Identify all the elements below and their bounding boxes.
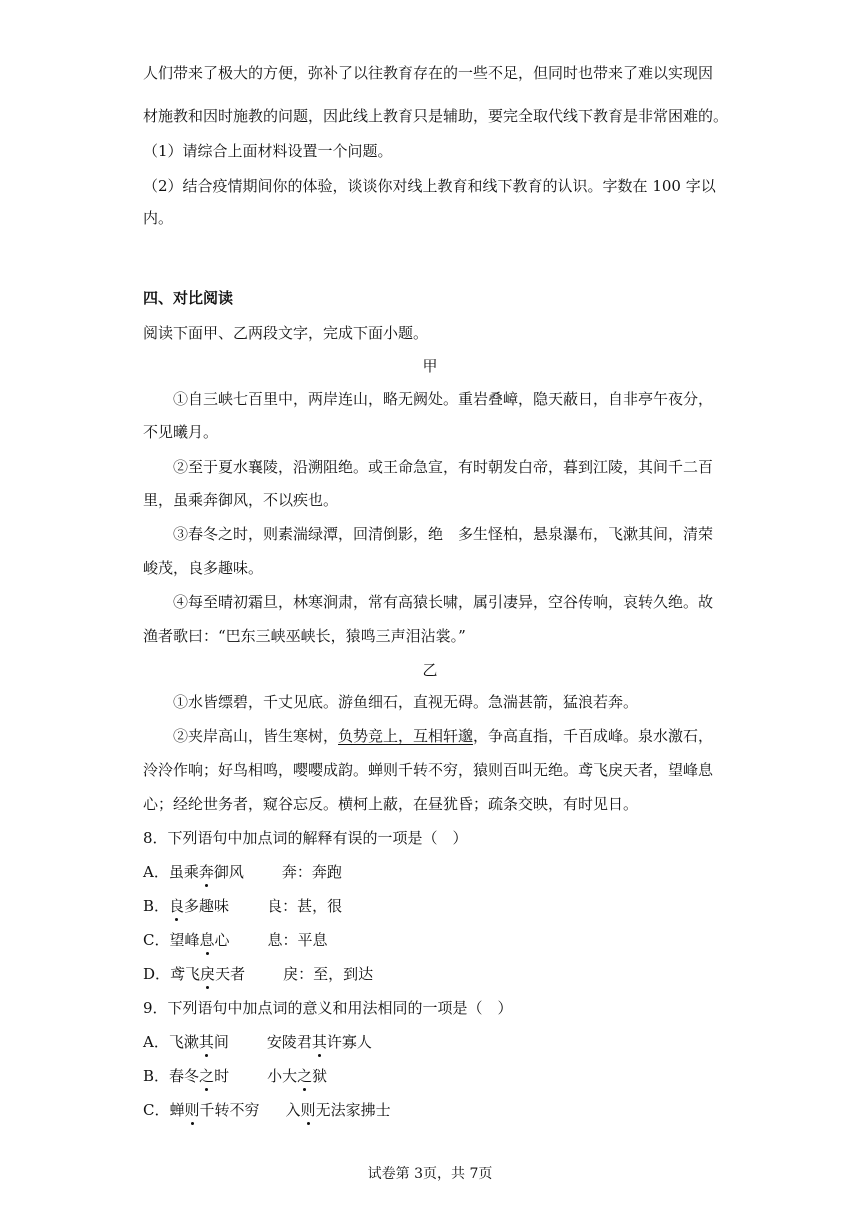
jia-p3-line-2: 峻茂，良多趣味。 bbox=[143, 559, 264, 577]
dotted-word: 之 bbox=[297, 1067, 313, 1085]
option-text: 小大 bbox=[267, 1067, 298, 1085]
passage-yi-title: 乙 bbox=[422, 661, 438, 679]
question-9-stem: 9．下列语句中加点词的意义和用法相同的一项是（ ） bbox=[143, 999, 513, 1017]
dotted-word: 其 bbox=[311, 1033, 327, 1051]
intro-line-2: 材施教和因时施教的问题，因此线上教育只是辅助，要完全取代线下教育是非常困难的。 bbox=[143, 107, 729, 125]
question-8-stem: 8．下列语句中加点词的解释有误的一项是（ ） bbox=[143, 829, 468, 847]
dotted-word: 奔 bbox=[198, 863, 214, 881]
option-text: 间 bbox=[213, 1033, 229, 1051]
option-text: 入 bbox=[285, 1101, 301, 1119]
dotted-word: 其 bbox=[198, 1033, 214, 1051]
dotted-word: 息 bbox=[199, 931, 215, 949]
option-text: 许寡人 bbox=[326, 1033, 372, 1051]
q8-option-d bbox=[143, 964, 373, 984]
yi-p2-line-3: 心；经纶世务者，窥谷忘反。横柯上蔽，在昼犹昏；疏条交映，有时见日。 bbox=[143, 795, 639, 813]
option-gloss: 良：甚，很 bbox=[267, 897, 343, 915]
option-letter: A． bbox=[143, 863, 169, 881]
jia-p3-line-1: ③春冬之时，则素湍绿潭，回清倒影，绝 多生怪柏，悬泉瀑布，飞漱其间，清荣 bbox=[173, 525, 714, 543]
yi-p2-line-1 bbox=[173, 726, 713, 746]
q9-option-c bbox=[143, 1100, 391, 1120]
option-text: 千转不穷 bbox=[199, 1101, 260, 1119]
option-text: 多趣味 bbox=[184, 897, 230, 915]
option-text: 虽乘 bbox=[168, 863, 199, 881]
intro-line-1: 人们带来了极大的方便，弥补了以往教育存在的一些不足，但同时也带来了难以实现因 bbox=[143, 64, 714, 82]
q9-option-b bbox=[143, 1066, 327, 1086]
page-footer: 试卷第 3页，共 7页 bbox=[367, 1166, 493, 1182]
jia-p1-line-1: ①自三峡七百里中，两岸连山，略无阙处。重岩叠嶂，隐天蔽日，自非亭午夜分， bbox=[173, 390, 714, 408]
option-text: 蝉 bbox=[169, 1101, 185, 1119]
option-letter: B． bbox=[143, 1067, 170, 1085]
jia-p1-line-2: 不见曦月。 bbox=[143, 423, 219, 441]
option-gloss: 息：平息 bbox=[267, 931, 328, 949]
q8-option-b bbox=[143, 896, 342, 916]
passage-jia-title: 甲 bbox=[422, 357, 438, 375]
option-text: 春冬 bbox=[169, 1067, 200, 1085]
option-text: 无法家拂士 bbox=[315, 1101, 391, 1119]
dotted-word: 之 bbox=[199, 1067, 215, 1085]
option-text: 鸢飞 bbox=[170, 965, 201, 983]
question-2-line-2: 内。 bbox=[143, 209, 174, 227]
q9-option-a bbox=[143, 1032, 372, 1052]
q8-option-c bbox=[143, 930, 328, 950]
option-text: 狱 bbox=[312, 1067, 328, 1085]
option-text: 安陵君 bbox=[266, 1033, 312, 1051]
dotted-word: 则 bbox=[300, 1101, 316, 1119]
option-text: 时 bbox=[214, 1067, 230, 1085]
dotted-word: 则 bbox=[184, 1101, 200, 1119]
question-2-line-1: （2）结合疫情期间你的体验，谈谈你对线上教育和线下教育的认识。字数在 100 字以 bbox=[143, 177, 716, 195]
underlined-phrase: 负势竞上，互相轩邈 bbox=[338, 727, 474, 745]
option-gloss: 奔：奔跑 bbox=[281, 863, 342, 881]
section-heading: 四、对比阅读 bbox=[143, 289, 234, 307]
jia-p4-line-2: 渔者歌曰：“巴东三峡巫峡长，猿鸣三声泪沾裳。” bbox=[143, 627, 466, 645]
dotted-word: 良 bbox=[169, 897, 185, 915]
yi-p2-line-2: 泠泠作响；好鸟相鸣，嘤嘤成韵。蝉则千转不穷，猿则百叫无绝。鸢飞戾天者，望峰息 bbox=[143, 761, 714, 779]
option-text: 飞漱 bbox=[168, 1033, 199, 1051]
section-instruction: 阅读下面甲、乙两段文字，完成下面小题。 bbox=[143, 324, 429, 342]
jia-p2-line-1: ②至于夏水襄陵，沿溯阻绝。或王命急宣，有时朝发白帝，暮到江陵，其间千二百 bbox=[173, 458, 714, 476]
jia-p4-line-1: ④每至晴初霜旦，林寒涧肃，常有高猿长啸，属引凄异，空谷传响，哀转久绝。故 bbox=[173, 593, 714, 611]
option-letter: B． bbox=[143, 897, 170, 915]
option-text: 御风 bbox=[213, 863, 244, 881]
yi-p2-post: ，争高直指，千百成峰。泉水激石， bbox=[473, 727, 714, 745]
q8-option-a bbox=[143, 862, 342, 882]
option-gloss: 戾：至，到达 bbox=[283, 965, 374, 983]
yi-p2-pre: ②夹岸高山，皆生寒树， bbox=[173, 727, 339, 745]
option-letter: C． bbox=[143, 1101, 170, 1119]
yi-p1: ①水皆缥碧，千丈见底。游鱼细石，直视无碍。急湍甚箭，猛浪若奔。 bbox=[173, 693, 639, 711]
option-text: 望峰 bbox=[169, 931, 200, 949]
question-1: （1）请综合上面材料设置一个问题。 bbox=[143, 142, 393, 160]
option-letter: D． bbox=[143, 965, 171, 983]
jia-p2-line-2: 里，虽乘奔御风，不以疾也。 bbox=[143, 491, 339, 509]
dotted-word: 戾 bbox=[200, 965, 216, 983]
option-text: 心 bbox=[214, 931, 230, 949]
option-text: 天者 bbox=[215, 965, 246, 983]
option-letter: C． bbox=[143, 931, 170, 949]
option-letter: A． bbox=[143, 1033, 169, 1051]
